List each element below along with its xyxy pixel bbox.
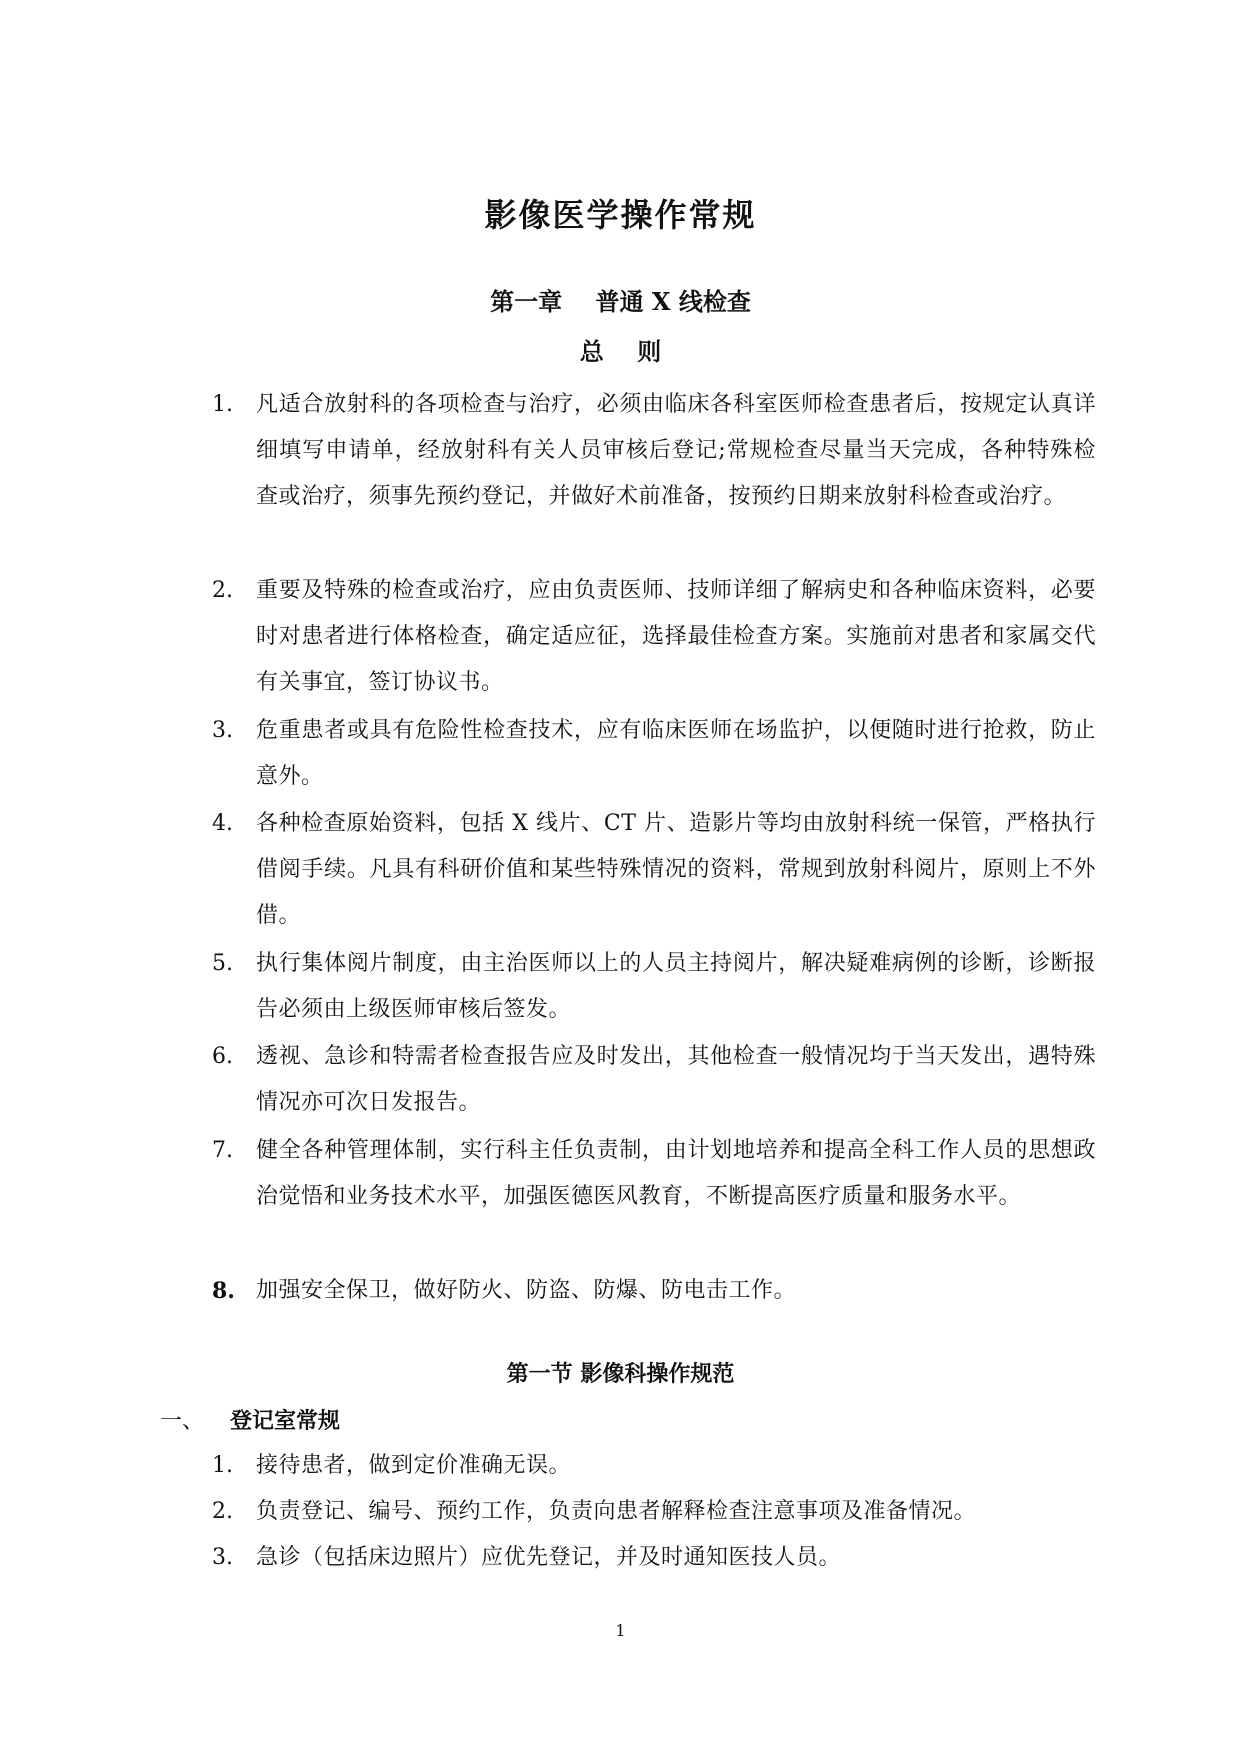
chapter-title: 第一章 普通 X 线检查 (490, 287, 751, 316)
list-item-number: 8. (212, 1278, 235, 1304)
subsection-heading (160, 1405, 340, 1438)
list-item-text: 负责登记、编号、预约工作，负责向患者解释检查注意事项及准备情况。 (256, 1499, 977, 1524)
list-item-number: 3. (212, 718, 233, 743)
subsection-title: 登记室常规 (230, 1408, 341, 1434)
list-item-text: 执行集体阅片制度，由主治医师以上的人员主持阅片，解决疑难病例的诊断，诊断报告必须由上级医师审核后签发。 (256, 951, 1096, 1022)
list-item-text: 急诊（包括床边照片）应优先登记，并及时通知医技人员。 (256, 1545, 842, 1570)
general-principles-title: 总 则 (579, 337, 662, 366)
list-item-number: 7. (212, 1138, 233, 1163)
list-item-text: 各种检查原始资料，包括 X 线片、CT 片、造影片等均由放射科统一保管，严格执行借阅手续。凡具有科研价值和某些特殊情况的资料，常规到放射科阅片，原则上不外借。 (256, 811, 1096, 928)
document-title: 影像医学操作常规 (484, 196, 757, 234)
page-number: 1 (615, 1621, 626, 1640)
list-item-number: 2. (212, 578, 233, 603)
list-item-number: 3. (212, 1545, 233, 1570)
list-item-text: 接待患者，做到定价准确无误。 (256, 1453, 572, 1478)
list-item-number: 1. (212, 392, 233, 417)
list-item-text: 健全各种管理体制，实行科主任负责制，由计划地培养和提高全科工作人员的思想政治觉悟和业务技术水平，加强医德医风教育，不断提高医疗质量和服务水平。 (256, 1138, 1096, 1209)
list-item-number: 4. (212, 811, 233, 836)
list-item-text: 透视、急诊和特需者检查报告应及时发出，其他检查一般情况均于当天发出，遇特殊情况亦可次日发报告。 (256, 1044, 1096, 1115)
list-item-text: 危重患者或具有危险性检查技术，应有临床医师在场监护，以便随时进行抢救，防止意外。 (256, 718, 1096, 789)
list-item-text: 重要及特殊的检查或治疗，应由负责医师、技师详细了解病史和各种临床资料，必要时对患者进行体格检查，确定适应征，选择最佳检查方案。实施前对患者和家属交代有关事宜，签订协议书。 (256, 578, 1096, 695)
subsection-number: 一、 (160, 1409, 205, 1434)
list-item-number: 6. (212, 1044, 233, 1069)
list-item-text: 凡适合放射科的各项检查与治疗，必须由临床各科室医师检查患者后，按规定认真详细填写申请单，经放射科有关人员审核后登记;常规检查尽量当天完成，各种特殊检查或治疗，须事先预约登记，并做好术前准备，按预约日期来放射科检查或治疗。 (256, 392, 1096, 509)
section-title: 第一节 影像科操作规范 (506, 1361, 735, 1387)
list-item-number: 5. (212, 951, 233, 976)
list-item-text: 加强安全保卫，做好防火、防盗、防爆、防电击工作。 (256, 1278, 797, 1303)
list-item-number: 2. (212, 1499, 233, 1524)
list-item-number: 1. (212, 1453, 233, 1478)
